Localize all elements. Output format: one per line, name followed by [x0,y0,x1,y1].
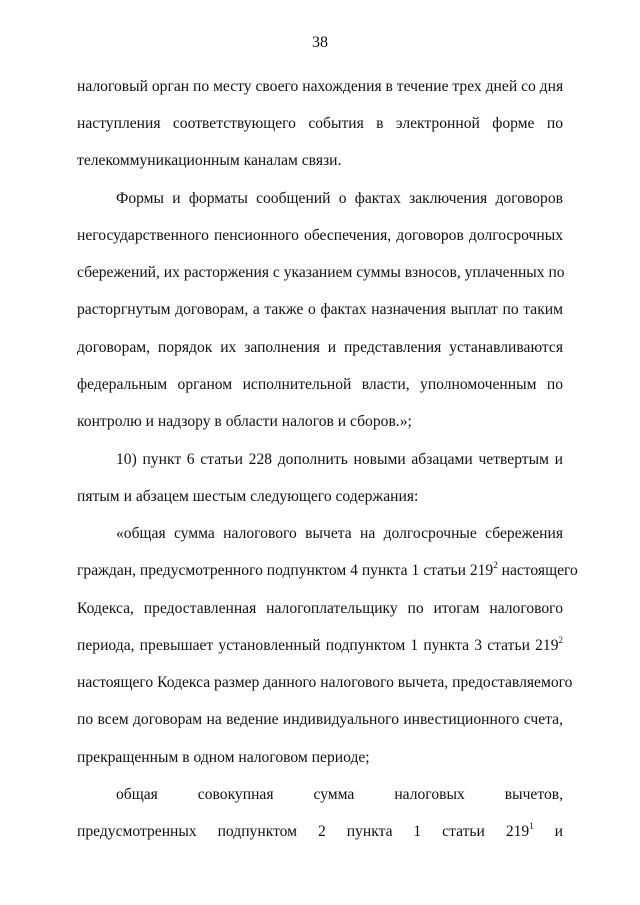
text-line: федеральным органом исполнительной власти, уполномоченным по [77,376,563,393]
text-line: настоящего Кодекса размер данного налогового вычета, предоставляемого [77,674,573,691]
line-text: предусмотренных подпунктом 2 пункта 1 статьи 219 [77,823,530,840]
superscript: 1 [529,820,534,831]
text-line: контролю и надзору в области налогов и сборов.»; [77,413,412,430]
text-line: договорам, порядок их заполнения и представления устанавливаются [77,339,563,356]
text-line: наступления соответствующего события в электронной форме по [77,115,563,132]
text-line: Кодекса, предоставленная налогоплательщику по итогам налогового [77,600,563,617]
text-line [77,820,563,841]
text-line [77,634,563,655]
text-line: налоговый орган по месту своего нахождения в течение трех дней со дня [77,78,564,95]
line-tail: настоящего [497,562,578,579]
text-line: 10) пункт 6 статьи 228 дополнить новыми абзацами четвертым и [116,451,563,468]
text-line: Формы и форматы сообщений о фактах заключения договоров [116,190,563,207]
line-text: граждан, предусмотренного подпунктом 4 пункта 1 статьи 219 [77,562,494,579]
text-line: пятым и абзацем шестым следующего содержания: [77,488,419,505]
text-line: расторгнутым договорам, а также о фактах назначения выплат по таким [77,301,563,318]
text-line: телекоммуникационным каналам связи. [77,152,342,169]
text-line: по всем договорам на ведение индивидуального инвестиционного счета, [77,711,563,728]
text-line: общая совокупная сумма налоговых вычетов, [116,786,563,803]
superscript: 2 [558,634,563,645]
text-line: сбережений, их расторжения с указанием суммы взносов, уплаченных по [77,264,565,281]
text-line: негосударственного пенсионного обеспечения, договоров долгосрочных [77,227,563,244]
line-text: периода, превышает установленный подпунктом 1 пункта 3 статьи 219 [77,637,559,654]
page-number: 38 [312,34,328,51]
text-line [77,559,578,580]
superscript: 2 [493,559,498,570]
line-tail: и [533,823,563,840]
text-line: «общая сумма налогового вычета на долгосрочные сбережения [116,525,563,542]
text-line: прекращенным в одном налоговом периоде; [77,749,370,766]
